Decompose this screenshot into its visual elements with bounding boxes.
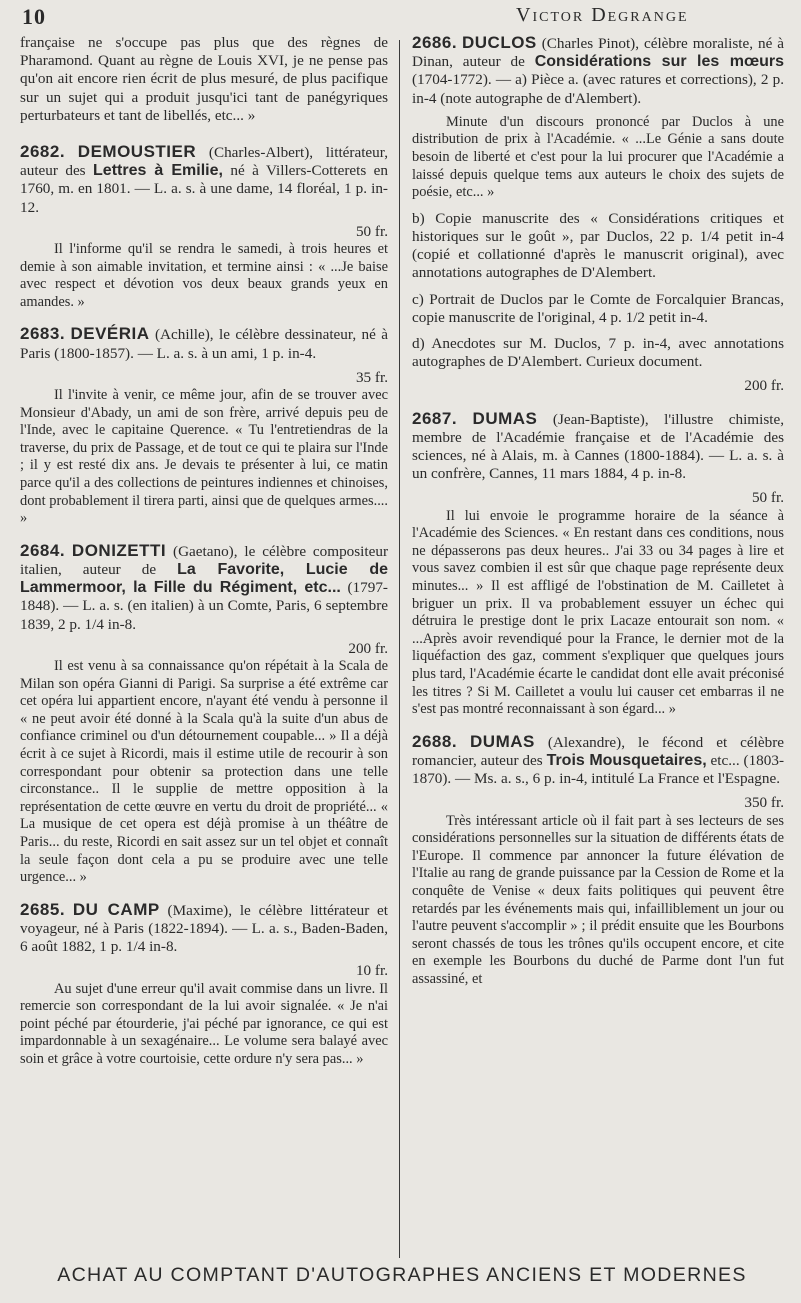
catalog-entry [20, 901, 388, 1069]
catalog-entry [20, 143, 388, 311]
entry-body: Au sujet d'une erreur qu'il avait commise dans un livre. Il remercie son correspondant de la lui avoir signalée. « Je n'ai point péché par étourderie, j'ai péché par ignorance, ce qui est impardonnable à un sexagénaire... Le volume sera balayé avec soin et grâce à votre courtoisie, cette ordure n'y sera pas... » [20, 980, 388, 1067]
entry-heading [20, 901, 388, 957]
lot-number: 2683. [20, 324, 66, 344]
author-name: DEMOUSTIER [77, 142, 197, 162]
sub-item [412, 335, 784, 371]
author-description: (Charles Pinot), célèbre moraliste, né à Dinan, auteur de [412, 35, 784, 71]
entry-heading [20, 143, 388, 217]
sub-item-label: c) [412, 290, 424, 308]
lot-price: 350 fr. [744, 794, 784, 812]
lot-number: 2687. [412, 408, 458, 428]
item-description: (1704-1772). — a) Pièce a. (avec ratures et corrections), 2 p. in-4 (note autographe de d'Alembert). [412, 71, 784, 107]
catalog-entry [20, 325, 388, 527]
running-head: Victor Degrange [516, 4, 689, 26]
sub-item-label: b) [412, 209, 425, 227]
lot-price: 50 fr. [355, 222, 388, 240]
sub-item-text: Anecdotes sur M. Duclos, 7 p. in-4, avec annotations autographes de D'Alembert. Curieux document. [412, 335, 784, 371]
author-description: (Jean-Baptiste), l'illustre chimiste, membre de l'Académie française et de l'Académie des sciences, né à Alais, m. à Cannes (1800-1884). — L. a. s. à un confrère, Cannes, 11 mars 1884, 4 p. in-8. [412, 410, 785, 483]
author-name: DEVÉRIA [70, 324, 150, 344]
author-name: DUCLOS [461, 33, 537, 52]
author-description: (Charles-Albert), littérateur, auteur des [20, 144, 389, 180]
item-description: etc... (1803-1870). — Ms. a. s., 6 p. in-4, intitulé La France et l'Espagne. [412, 751, 784, 788]
column-divider [399, 40, 400, 1258]
lot-price: 35 fr. [355, 368, 388, 386]
entry-body: Minute d'un discours prononcé par Duclos à une distribution de prix à l'Académie. « ...Le Génie a sans doute besoin de liberté et c'est pour la lui procurer que l'Académie a laissé depuis quelque tems aux auteurs le choix des sujets de poésie, etc... » [412, 113, 784, 201]
item-description: né à Villers-Cotterets en 1760, m. en 1801. — L. a. s. à une dame, 14 floréal, 1 p. in-12. [20, 162, 389, 216]
entry-heading [20, 325, 388, 362]
entry-heading [20, 542, 388, 634]
lot-price: 10 fr. [355, 962, 388, 980]
author-description: (Maxime), le célèbre littérateur et voyageur, né à Paris (1822-1894). — L. a. s., Baden-Baden, 6 août 1882, 1 p. 1/4 in-8. [20, 901, 389, 956]
sub-item [412, 291, 784, 327]
lot-price: 200 fr. [348, 639, 388, 657]
page-number: 10 [22, 4, 46, 29]
lot-number: 2684. [20, 540, 66, 560]
entry-body: Il lui envoie le programme horaire de la séance à l'Académie des Sciences. « En restant dans ces conditions, nous ne dépasserons pas deux heures.. J'ai 33 ou 34 pages à lire et vous savez combien il est sûr que chaque page représente deux minutes... » Il est affligé de l'obstination de M. Cailletet à briguer un prix. Il va probablement essuyer un échec qui détruira le prestige dont le prix Lacaze entourait son nom. « ...Après avoir revendiqué pour la France, le dernier mot de la liquéfaction des gaz, comment s'expliquer que quelques jours plus tard, l'Académie écarte le candidat dont elle avait préconisé les titres ? Si M. Cailletet a voulu lui causer cet embarras il ne s'est pas montré reconnaissant à son égard... » [412, 507, 784, 718]
author-description: (Gaetano), le célèbre compositeur italien, auteur de [20, 542, 389, 578]
entry-heading [412, 733, 784, 789]
catalog-entry [20, 542, 388, 887]
page-footer: ACHAT AU COMPTANT D'AUTOGRAPHES ANCIENS ET MODERNES [57, 1264, 747, 1286]
author-description: (Achille), le célèbre dessinateur, né à Paris (1800-1857). — L. a. s. à un ami, 1 p. in-4. [20, 326, 389, 362]
item-description: (1797-1848). — L. a. s. (en italien) à un Comte, Paris, 6 septembre 1839, 2 p. 1/4 in-8. [20, 579, 388, 633]
author-name: DU CAMP [72, 899, 160, 919]
author-name: DUMAS [472, 408, 538, 428]
left-column [20, 34, 388, 1082]
entry-body: Il est venu à sa connaissance qu'on répétait à la Scala de Milan son opéra Gianni di Parigi. Sa surprise a été extrême car cet opéra lui appartient encore, n'ayant été vendu à personne il « ne peut avoir été donné à la Scala qu'à la suite d'un abus de confiance criminel ou d'un détournement coupable... » Il a déjà écrit à ce sujet à Ricordi, mais il estime utile de recourir à son correspondant pour obtenir sa protection dans une telle circonstance.. Il le supplie de mettre opposition à la représentation de cette œuvre en vertu du droit de propriété... « La musique de cet opera est déjà promise à un théâtre de Paris... du reste, Ricordi en sait assez sur un tel objet et connaît la seule façon dont cela a pu se produire avec une telle urgence... » [20, 657, 388, 886]
continued-text: française ne s'occupe pas plus que des règnes de Pharamond. Quant au règne de Louis XVI, je ne pense pas qu'on ait encore rien écrit de plus mesuré, de plus pacifique sur un sujet qui a produit jusqu'ici tant de panégyriques perturbateurs et tant de libellés, etc... » [20, 34, 388, 124]
lot-number: 2686. [412, 33, 458, 52]
sub-item-label: d) [412, 335, 425, 352]
catalog-entry [412, 733, 784, 989]
entry-body: Il l'informe qu'il se rendra le samedi, à trois heures et demie à son aimable invitation, et termine ainsi : « ...Je baise avec respect et dévotion vos deux beaux grands yeux en amandes. » [20, 241, 388, 310]
entry-heading [412, 410, 784, 484]
lot-number: 2682. [20, 142, 66, 162]
lot-number: 2685. [20, 899, 66, 919]
entry-body: Très intéressant article où il fait part à ses lecteurs de ses considérations personnelles sur la situation de différents états de l'Europe. Il commence par annoncer la future élévation de l'Italie au rang de grande puissance par la Cession de Rome et la conquête de Venise « deux faits politiques qui peuvent être retardés par les événements mais qui, infailliblement un jour ou l'autre peuvent s'accomplir » ; il prédit ensuite que les Bourbons seront chassés de tous les trônes qu'ils occupent encore, et cite en exemple les Bourbons du duché de Parme dont l'un fut assassiné, et [412, 812, 784, 987]
entry-body: Il l'invite à venir, ce même jour, afin de se trouver avec Monsieur d'Abady, un ami de son frère, arrivé depuis peu de l'Inde, avec le capitaine Querence. « Tu l'entretiendras de la traverse, du prix de Passage, et de tout ce qui te plaira sur l'Inde ; il y est resté dix ans. Je devais te présenter à lui, ce matin parce qu'il a des collections de peintures indiennes et chinoises, dont probablement il tirera parti, ainsi que de quelques armes.... » [20, 387, 388, 527]
left-entries [20, 143, 388, 1068]
right-entries [412, 34, 784, 989]
sub-item-text: Portrait de Duclos par le Comte de Forcalquier Brancas, copie manuscrite de l'original, 4 p. 1/2 petit in-4. [412, 290, 784, 326]
lot-number: 2688. [412, 731, 458, 751]
work-title: La Favorite, Lucie de Lammermoor, la Fille du Régiment, etc... [20, 560, 388, 597]
work-title: Lettres à Emilie, [93, 162, 223, 180]
catalog-entry [412, 410, 784, 719]
work-title: Considérations sur les mœurs [534, 53, 784, 71]
right-column [412, 34, 784, 1003]
sub-item-text: Copie manuscrite des « Considérations critiques et historiques sur le goût », par Duclos, 22 p. 1/4 petit in-4 (copié et collationné d'après le manuscrit original), avec annotations autographes de D'Alembert. [412, 209, 785, 282]
catalog-entry [412, 34, 784, 396]
author-name: DONIZETTI [71, 540, 167, 560]
sub-item [412, 210, 784, 283]
work-title: Trois Mousquetaires, [546, 751, 707, 769]
lot-price: 50 fr. [751, 489, 784, 507]
author-name: DUMAS [470, 731, 535, 751]
lot-price: 200 fr. [744, 377, 784, 395]
entry-heading [412, 34, 784, 108]
author-description: (Alexandre), le fécond et célèbre romancier, auteur des [412, 733, 785, 769]
